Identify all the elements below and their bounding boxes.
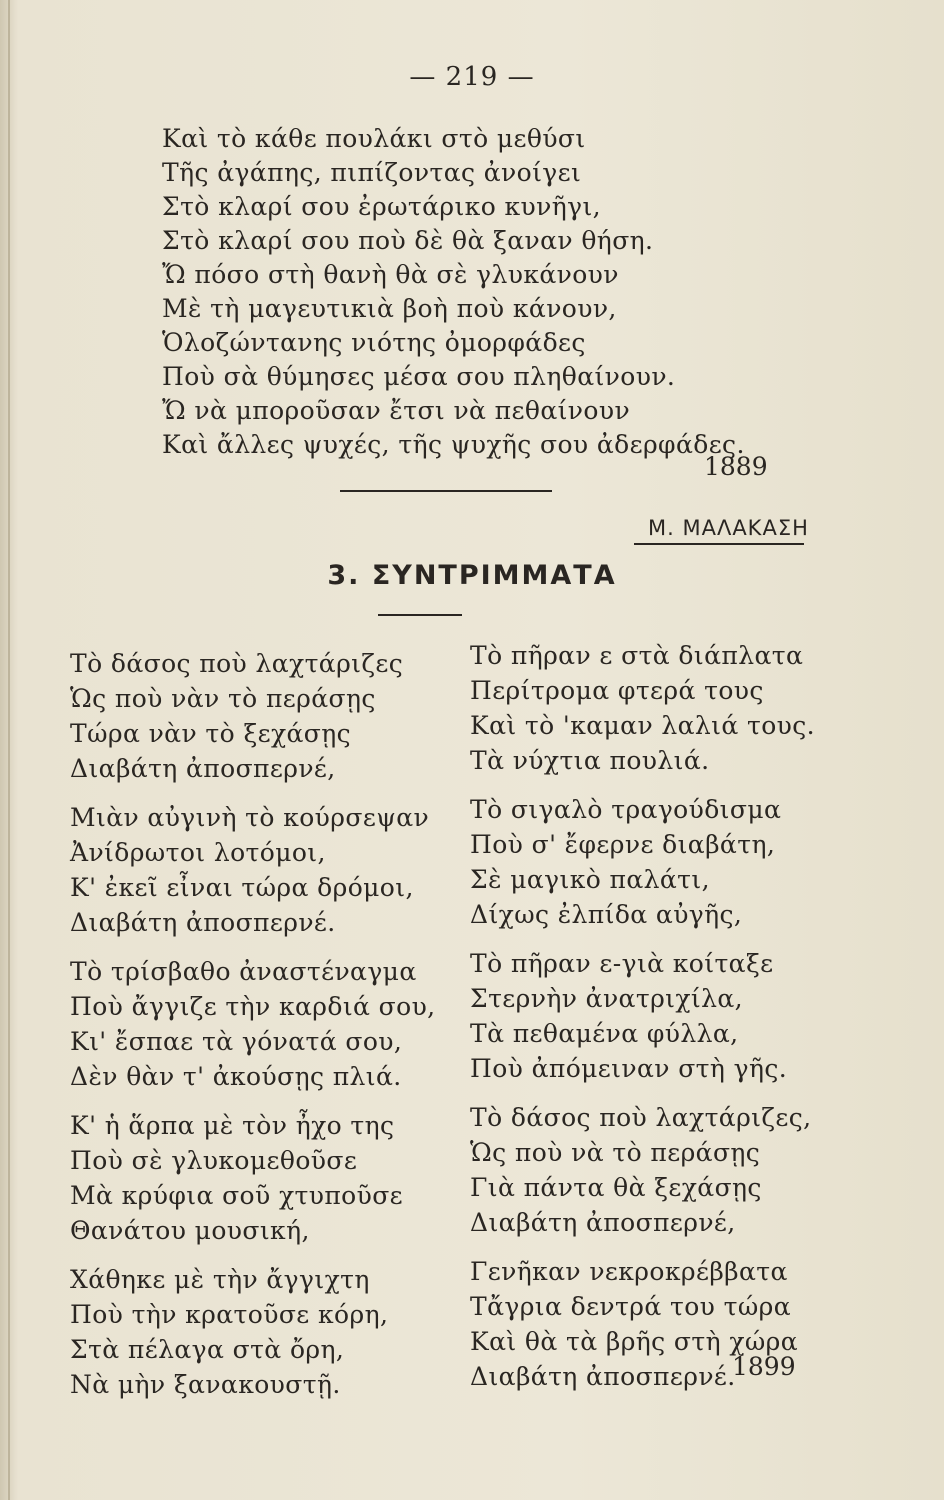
stanza bbox=[470, 946, 815, 1086]
poem-line: Στὰ πέλαγα στὰ ὄρη, bbox=[70, 1335, 345, 1364]
poem-line: Ὁλοζώντανης νιότης ὀμορφάδες bbox=[162, 328, 586, 357]
poem-line: Κ' ἡ ἅρπα μὲ τὸν ἦχο της bbox=[70, 1111, 395, 1140]
poem-two-year: 1899 bbox=[732, 1352, 796, 1381]
poem-line: Τὸ πῆραν ε-γιὰ κοίταξε bbox=[470, 949, 774, 978]
poem-line: Καὶ τὸ 'καμαν λαλιά τους. bbox=[470, 711, 816, 740]
stanza bbox=[70, 954, 436, 1094]
poem-line: Μὰ κρύφια σοῦ χτυποῦσε bbox=[70, 1181, 404, 1210]
poem-line: Ποὺ ἄγγιζε τὴν καρδιά σου, bbox=[70, 992, 436, 1021]
author-underline bbox=[634, 543, 804, 545]
poem-line: Χάθηκε μὲ τὴν ἄγγιχτη bbox=[70, 1265, 370, 1294]
poem-line: Στὸ κλαρί σου ποὺ δὲ θὰ ξαναν θήση. bbox=[162, 226, 654, 255]
poem-line: Ὤ πόσο στὴ θανὴ θὰ σὲ γλυκάνουν bbox=[162, 260, 619, 289]
stanza bbox=[70, 1108, 436, 1248]
poem-line: Γιὰ πάντα θὰ ξεχάσῃς bbox=[470, 1173, 762, 1202]
poem-line: Τὸ πῆραν ε στὰ διάπλατα bbox=[470, 641, 804, 670]
poem-line: Τώρα νὰν τὸ ξεχάσῃς bbox=[70, 719, 352, 748]
page-gutter bbox=[8, 0, 10, 1500]
poem-line: Δίχως ἐλπίδα αὐγῆς, bbox=[470, 900, 743, 929]
poem-line: Ποὺ σὰ θύμησες μέσα σου πληθαίνουν. bbox=[162, 362, 676, 391]
poem-two-left-column bbox=[70, 646, 436, 1416]
poem-line: Ὡς ποὺ νὰ τὸ περάσῃς bbox=[470, 1138, 761, 1167]
poem-line: Σὲ μαγικὸ παλάτι, bbox=[470, 865, 710, 894]
poem-line: Ποὺ σ' ἔφερνε διαβάτη, bbox=[470, 830, 776, 859]
poem-line: Τὸ τρίσβαθο ἀναστέναγμα bbox=[70, 957, 417, 986]
stanza bbox=[70, 800, 436, 940]
poem-line: Ποὺ ἀπόμειναν στὴ γῆς. bbox=[470, 1054, 788, 1083]
poem-line: Καὶ ἄλλες ψυχές, τῆς ψυχῆς σου ἀδερφάδες. bbox=[162, 430, 745, 459]
poem-line: Μιὰν αὐγινὴ τὸ κούρσεψαν bbox=[70, 803, 430, 832]
poem-line: Κ' ἐκεῖ εἶναι τώρα δρόμοι, bbox=[70, 873, 414, 902]
poem-line: Στὸ κλαρί σου ἐρωτάρικο κυνῆγι, bbox=[162, 192, 601, 221]
stanza bbox=[470, 1100, 815, 1240]
poem-line: Καὶ τὸ κάθε πουλάκι στὸ μεθύσι bbox=[162, 124, 586, 153]
poem-one bbox=[162, 122, 745, 462]
poem-line: Τὸ σιγαλὸ τραγούδισμα bbox=[470, 795, 782, 824]
poem-line: Ὡς ποὺ νὰν τὸ περάσῃς bbox=[70, 684, 376, 713]
poem-line: Τὸ δάσος ποὺ λαχτάριζες, bbox=[470, 1103, 812, 1132]
poem-line: Διαβάτη ἀποσπερνέ. bbox=[470, 1362, 736, 1391]
stanza bbox=[70, 1262, 436, 1402]
poem-line: Ἀνίδρωτοι λοτόμοι, bbox=[70, 838, 326, 867]
poem-line: Διαβάτη ἀποσπερνέ, bbox=[70, 754, 336, 783]
poem-line: Κι' ἔσπαε τὰ γόνατά σου, bbox=[70, 1027, 403, 1056]
poem-line: Ὤ νὰ μποροῦσαν ἔτσι νὰ πεθαίνουν bbox=[162, 396, 631, 425]
stanza bbox=[470, 638, 815, 778]
section-title: 3. ΣΥΝΤΡΙΜΜΑΤΑ bbox=[327, 560, 617, 591]
poem-line: Περίτρομα φτερά τους bbox=[470, 676, 764, 705]
poem-line: Τἄγρια δεντρά του τώρα bbox=[470, 1292, 792, 1321]
poem-line: Στερνὴν ἀνατριχίλα, bbox=[470, 984, 743, 1013]
poem-line: Τὸ δάσος ποὺ λαχτάριζες bbox=[70, 649, 404, 678]
poem-line: Καὶ θὰ τὰ βρῆς στὴ χώρα bbox=[470, 1327, 799, 1356]
poem-line: Ποὺ σὲ γλυκομεθοῦσε bbox=[70, 1146, 358, 1175]
poem-line: Τὰ πεθαμένα φύλλα, bbox=[470, 1019, 739, 1048]
poem-line: Γενῆκαν νεκροκρέββατα bbox=[470, 1257, 788, 1286]
poem-line: Δὲν θὰν τ' ἀκούσῃς πλιά. bbox=[70, 1062, 402, 1091]
poem-line: Διαβάτη ἀποσπερνέ, bbox=[470, 1208, 736, 1237]
stanza bbox=[470, 792, 815, 932]
poem-line: Νὰ μὴν ξανακουστῇ. bbox=[70, 1370, 341, 1399]
poem-line: Θανάτου μουσική, bbox=[70, 1216, 310, 1245]
poem-two-right-column bbox=[470, 638, 815, 1408]
poem-line: Διαβάτη ἀποσπερνέ. bbox=[70, 908, 336, 937]
poem-line: Τὰ νύχτια πουλιά. bbox=[470, 746, 710, 775]
poem-one-year: 1889 bbox=[704, 452, 768, 481]
page-number: — 219 — bbox=[409, 62, 535, 92]
poem-line: Μὲ τὴ μαγευτικιὰ βοὴ ποὺ κάνουν, bbox=[162, 294, 617, 323]
author-signature: Μ. ΜΑΛΑΚΑΣΗ bbox=[648, 516, 809, 540]
section-divider bbox=[340, 490, 552, 492]
poem-line: Τῆς ἀγάπης, πιπίζοντας ἀνοίγει bbox=[162, 158, 582, 187]
title-underline bbox=[378, 614, 462, 616]
poem-line: Ποὺ τὴν κρατοῦσε κόρη, bbox=[70, 1300, 389, 1329]
stanza bbox=[70, 646, 436, 786]
